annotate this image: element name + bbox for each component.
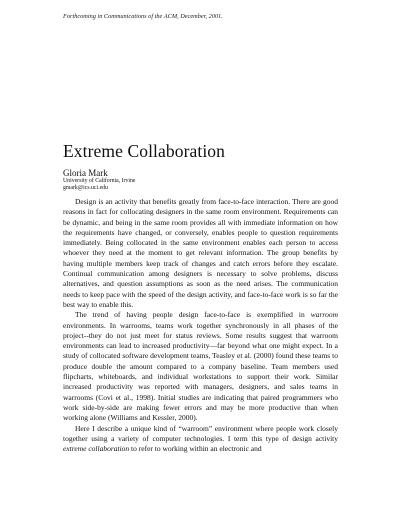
author-affiliation: University of California, Irvine xyxy=(63,178,136,184)
paragraph xyxy=(63,197,338,310)
italic-term-warroom: warroom xyxy=(310,310,338,320)
paper-title: Extreme Collaboration xyxy=(63,141,225,161)
paragraph-3-segment-1: Here I describe a unique kind of “warroom” environment where people work closely together using a variety of computer technologies. I term this type of design activity xyxy=(63,423,338,443)
paragraph-2-segment-3: environments. In warrooms, teams work together synchronously in all phases of the project--they do not just meet for status reviews. Some results suggest that warroom environments can lead to increased productivity—far beyond what one might expect. In a study of collocated software development teams, Teasley et al. (2000) found these teams to produce double the amount compared to a company baseline. Team members used flipcharts, whiteboards, and individual workstations to support their work. Similar increased productivity was reported with managers, designers, and sales teams in warrooms (Covi et al., 1998). Initial studies are indicating that paired programmers who work side-by-side are making fewer errors and may be more productive than when working alone (Williams and Kessler, 2000). xyxy=(63,320,338,423)
body-text xyxy=(63,197,338,454)
paragraph xyxy=(63,424,338,455)
journal-header-note: Forthcoming in Communications of the ACM, December, 2001. xyxy=(63,13,223,20)
author-block xyxy=(63,168,135,192)
author-name: Gloria Mark xyxy=(63,168,108,178)
author-email: gmark@ics.uci.edu xyxy=(63,185,108,192)
paragraph-2-segment-1: The trend of having people design face-to-face is exemplified in xyxy=(75,310,311,320)
paragraph-3-segment-3: to refer to working within an electronic and xyxy=(129,444,262,454)
paragraph xyxy=(63,310,338,423)
italic-term-extreme-collaboration: extreme collaboration xyxy=(63,444,130,454)
paragraph-1-segment-1: Design is an activity that benefits greatly from face-to-face interaction. There are good reasons in fact for collocating designers in the same room environment. Requirements can be dynamic, and being in the same room provides all with immediate information on how the requirements have changed, or conversely, enables people to question requirements immediately. Being collocated in the same environment enables each person to access whoever they need at the moment to get relevant information. The group benefits by having multiple members keep track of changes and catch errors before they escalate. Continual communication among designers is necessary to solve problems, discuss alternatives, and question assumptions as soon as the need arises. The communication needs to keep pace with the speed of the design activity, and face-to-face work is so far the best way to enable this. xyxy=(63,197,338,309)
